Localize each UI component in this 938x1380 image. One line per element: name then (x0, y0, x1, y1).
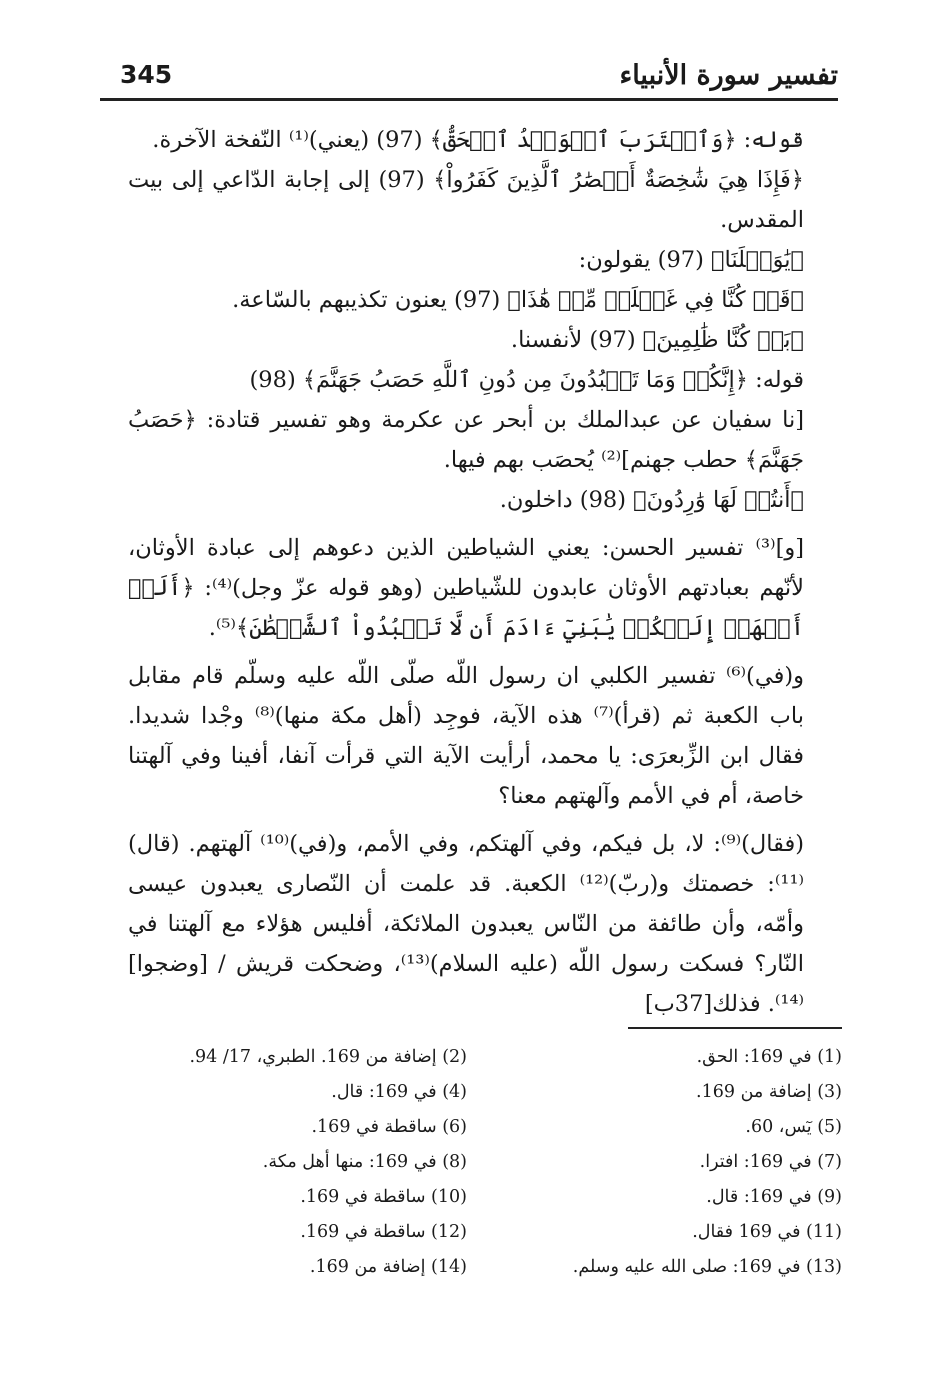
footnote: (5) يٓس، 60. (745, 1117, 842, 1137)
footnote: (11) في 169 فقال. (692, 1222, 842, 1242)
footnotes (132, 1042, 842, 1283)
footnote-rule (628, 1027, 842, 1029)
paragraph: [و]⁽³⁾ تفسير الحسن: يعني الشياطين الذين دعوهم إلى عبادة الأوثان، لأنّهم بعبادتهم الأوثان عابدون للشّياطين (وهو قوله عزّ وجل)⁽⁴⁾: ﴿أَلَمۡ أَعۡهَدۡ إِلَيۡكُمۡ يَٰبَنِيٓ ءَادَمَ أَن لَّا تَعۡبُدُواْ ٱلشَّيۡطَٰنَ﴾⁽⁵⁾. (128, 535, 804, 641)
paragraph: [نا سفيان عن عبدالملك بن أبحر عن عكرمة وهو تفسير قتادة: ﴿حَصَبُ جَهَنَّمَ﴾ حطب جهنم]⁽²⁾ يُحصَب بهم فيها. (128, 407, 804, 473)
footnote: (10) ساقطة في 169. (300, 1187, 467, 1207)
footnote: (9) في 169: قال. (706, 1187, 842, 1207)
footnote: (4) في 169: قال. (331, 1082, 467, 1102)
footnote: (12) ساقطة في 169. (300, 1222, 467, 1242)
footnote: (3) إضافة من 169. (696, 1082, 842, 1102)
footnote: (1) في 169: الحق. (696, 1047, 842, 1067)
paragraph-gap (128, 520, 840, 528)
paragraph: و(في)⁽⁶⁾ تفسير الكلبي ان رسول اللّه صلّى اللّه عليه وسلّم قام مقابل باب الكعبة ثم (قرأ)⁽⁷⁾ هذه الآية، فوجِد (أهل مكة منها)⁽⁸⁾ وجْدا شديدا. فقال ابن الزِّبعرَى: يا محمد، أرأيت الآية التي قرأت آنفا، أفينا وفي آلهتنا خاصة، أم في الأمم وآلهتهم معنا؟ (128, 663, 804, 809)
paragraph: ﴿قَدۡ كُنَّا فِي غَفۡلَةٖ مِّنۡ هَٰذَا﴾ (97) يعنون تكذيبهم بالسّاعة. (232, 287, 804, 313)
footnote: (7) في 169: افترا. (699, 1152, 842, 1172)
paragraph: ﴿بَلۡ كُنَّا ظَٰلِمِينَ﴾ (97) لأنفسنا. (510, 327, 804, 353)
running-title: تفسير سورة الأنبياء (619, 60, 838, 91)
footnote: (13) في 169: صلى الله عليه وسلم. (572, 1257, 842, 1277)
paragraph: (فقال)⁽⁹⁾: لا، بل فيكم، وفي آلهتكم، وفي الأمم، و(في)⁽¹⁰⁾ آلهتهم. (قال)⁽¹¹⁾: خصمتك و(ربّ)⁽¹²⁾ الكعبة. قد علمت أن النّصارى يعبدون عيسى وأمّه، وأن طائفة من النّاس يعبدون الملائكة، أفليس هؤلاء مع آلهتنا في النّار؟ فسكت رسول اللّه (عليه السلام)⁽¹³⁾، وضحكت قريش / [وضجوا]⁽¹⁴⁾. فذلك[37ب] (128, 831, 804, 1017)
footnote: (6) ساقطة في 169. (311, 1117, 467, 1137)
main-text (128, 120, 840, 1024)
paragraph: قوله: ﴿إِنَّكُمۡ وَمَا تَعۡبُدُونَ مِن دُونِ ٱللَّهِ حَصَبُ جَهَنَّمَ﴾ (98) (249, 367, 804, 393)
page-number: 345 (120, 60, 173, 89)
footnote: (2) إضافة من 169. الطبري، 17/ 94. (189, 1047, 467, 1067)
paragraph-gap (128, 648, 840, 656)
paragraph: ﴿فَإِذَا هِيَ شَٰخِصَةٌ أَبۡصَٰرُ ٱلَّذِينَ كَفَرُواْ﴾ (97) إلى إجابة الدّاعي إلى بيت المقدس. (128, 167, 804, 233)
footnote: (14) إضافة من 169. (309, 1257, 467, 1277)
paragraph: ﴿يَٰوَيۡلَنَا﴾ (97) يقولون: (578, 247, 804, 273)
paragraph: ﴿أَنتُمۡ لَهَا وَٰرِدُونَ﴾ (98) داخلون. (499, 487, 804, 513)
header-rule (100, 98, 838, 101)
footnote: (8) في 169: منها أهل مكة. (262, 1152, 467, 1172)
paragraph-gap (128, 816, 840, 824)
paragraph: قوله: ﴿وَٱقۡتَرَبَ ٱلۡوَعۡدُ ٱلۡحَقُّ﴾ (97) (يعني)⁽¹⁾ النّفخة الآخرة. (152, 127, 804, 153)
